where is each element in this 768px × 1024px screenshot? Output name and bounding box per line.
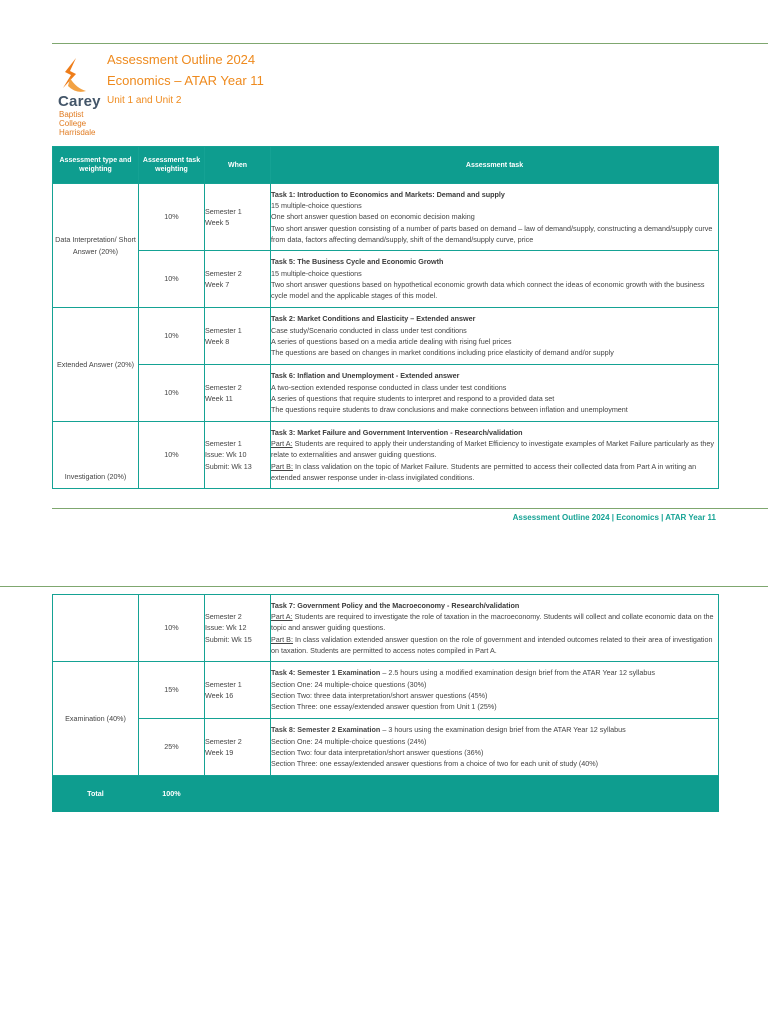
assessment-type-examination: Examination (40%) [53, 662, 139, 776]
task-description: Task 5: The Business Cycle and Economic Growth 15 multiple-choice questions Two short answer questions based on hypothetical economic growth data which connect the ideas of economic growth with the business cycle model and the applicable stages of this model. [271, 251, 719, 308]
header-assessment-task: Assessment task [271, 147, 719, 184]
task-title: Task 5: The Business Cycle and Economic Growth [271, 257, 444, 267]
task-when: Semester 1 Week 8 [205, 308, 271, 365]
table-row [53, 184, 719, 251]
task-weighting: 10% [139, 422, 205, 489]
header-task-weighting: Assessment task weighting [139, 147, 205, 184]
task-title: Task 2: Market Conditions and Elasticity – Extended answer [271, 314, 476, 324]
footer-rule [52, 508, 768, 509]
task-when: Semester 2 Week 19 [205, 719, 271, 776]
task-description: Task 6: Inflation and Unemployment - Extended answer A two-section extended response conducted in class under test conditions A series of questions that require students to interpret and respond to a provided data set The questions require students to draw conclusions and make connections between inflation and unemployment [271, 365, 719, 422]
task-weighting: 10% [139, 595, 205, 662]
task-description: Task 1: Introduction to Economics and Markets: Demand and supply 15 multiple-choice questions One short answer question based on economic decision making Two short answer question consisting of a number of parts based on demand – law of demand/supply, constructing a demand/supply curve from data, factors affecting demand/supply, shift of the demand/supply curve, price [271, 184, 719, 251]
task-description: Task 8: Semester 2 Examination – 3 hours using the examination design brief from the ATAR Year 12 syllabus Section One: 24 multiple-choice questions (24%) Section Two: four data interpretation/short answer questions (36%) Section Three: one essay/extended answer questions from a choice of two for each unit of study (40%) [271, 719, 719, 776]
table-row [53, 365, 719, 422]
total-value: 100% [139, 776, 205, 812]
carey-logo-icon [58, 58, 88, 94]
table-row [53, 595, 719, 662]
total-row [53, 776, 719, 812]
task-description: Task 3: Market Failure and Government Intervention - Research/validation Part A: Students are required to apply their understanding of Market Efficiency to investigate examples of Market Failure particularly as they relate to externalities and answer guiding questions. Part B: In class validation on the topic of Market Failure. Students are permitted to access their collected data from Part A in writing an extended answer response under in-class invigilated conditions. [271, 422, 719, 489]
table-row [53, 422, 719, 489]
header-assessment-type: Assessment type and weighting [53, 147, 139, 184]
task-weighting: 10% [139, 184, 205, 251]
document-units: Unit 1 and Unit 2 [107, 95, 182, 106]
task-description: Task 4: Semester 1 Examination – 2.5 hours using a modified examination design brief from the ATAR Year 12 syllabus Section One: 24 multiple-choice questions (30%) Section Two: three data interpretation/short answer questions (45%) Section Three: one essay/extended answer question from Unit 1 (25%) [271, 662, 719, 719]
task-when: Semester 1 Issue: Wk 10 Submit: Wk 13 [205, 422, 271, 489]
task-when: Semester 1 Week 5 [205, 184, 271, 251]
assessment-type-investigation-continued [53, 595, 139, 662]
total-label: Total [53, 776, 139, 812]
table-row [53, 308, 719, 365]
table-row [53, 719, 719, 776]
task-weighting: 10% [139, 251, 205, 308]
task-description: Task 7: Government Policy and the Macroeconomy - Research/validation Part A: Students are required to investigate the role of taxation in the macroeconomy. Students will collect and collate economic data on the topic and answer guiding questions. Part B: In class validation extended answer question on the role of government and intended outcomes related to their area of investigation on taxation. Students are permitted to access notes compiled in Part A. [271, 595, 719, 662]
task-weighting: 15% [139, 662, 205, 719]
task-title: Task 3: Market Failure and Government Intervention - Research/validation [271, 427, 523, 437]
page-2-top-rule [0, 586, 768, 587]
task-description: Task 2: Market Conditions and Elasticity – Extended answer Case study/Scenario conducted in class under test conditions A series of questions based on a media article dealing with rising fuel prices The questions are based on changes in market conditions including price elasticity of demand and/or supply [271, 308, 719, 365]
assessment-type-data-interpretation: Data Interpretation/ Short Answer (20%) [53, 184, 139, 308]
assessment-table-page-2 [52, 594, 719, 812]
page-footer: Assessment Outline 2024 | Economics | ATAR Year 11 [512, 513, 716, 522]
part-a-label: Part A: [271, 612, 293, 622]
logo-line-baptist: Baptist [59, 110, 84, 119]
top-rule [52, 43, 768, 44]
header-when: When [205, 147, 271, 184]
logo-line-harrisdale: Harrisdale [59, 128, 96, 137]
logo-line-college: College [59, 119, 87, 128]
assessment-table-page-1 [52, 146, 719, 489]
task-when: Semester 2 Week 11 [205, 365, 271, 422]
part-a-label: Part A: [271, 439, 293, 449]
part-b-label: Part B: [271, 461, 293, 471]
task-title: Task 4: Semester 1 Examination [271, 668, 381, 678]
table-row [53, 662, 719, 719]
task-when: Semester 2 Issue: Wk 12 Submit: Wk 15 [205, 595, 271, 662]
table-row [53, 251, 719, 308]
task-weighting: 10% [139, 365, 205, 422]
task-when: Semester 1 Week 16 [205, 662, 271, 719]
task-weighting: 25% [139, 719, 205, 776]
document-title: Assessment Outline 2024 [107, 52, 256, 67]
part-b-label: Part B: [271, 634, 293, 644]
task-when: Semester 2 Week 7 [205, 251, 271, 308]
task-title: Task 1: Introduction to Economics and Markets: Demand and supply [271, 189, 505, 199]
task-title: Task 8: Semester 2 Examination [271, 725, 381, 735]
assessment-type-investigation: Investigation (20%) [53, 422, 139, 489]
assessment-type-extended-answer: Extended Answer (20%) [53, 308, 139, 422]
logo-wordmark: Carey [58, 93, 101, 110]
task-weighting: 10% [139, 308, 205, 365]
task-title: Task 7: Government Policy and the Macroeconomy - Research/validation [271, 600, 520, 610]
task-title: Task 6: Inflation and Unemployment - Extended answer [271, 371, 460, 381]
document-subtitle: Economics – ATAR Year 11 [107, 73, 264, 88]
